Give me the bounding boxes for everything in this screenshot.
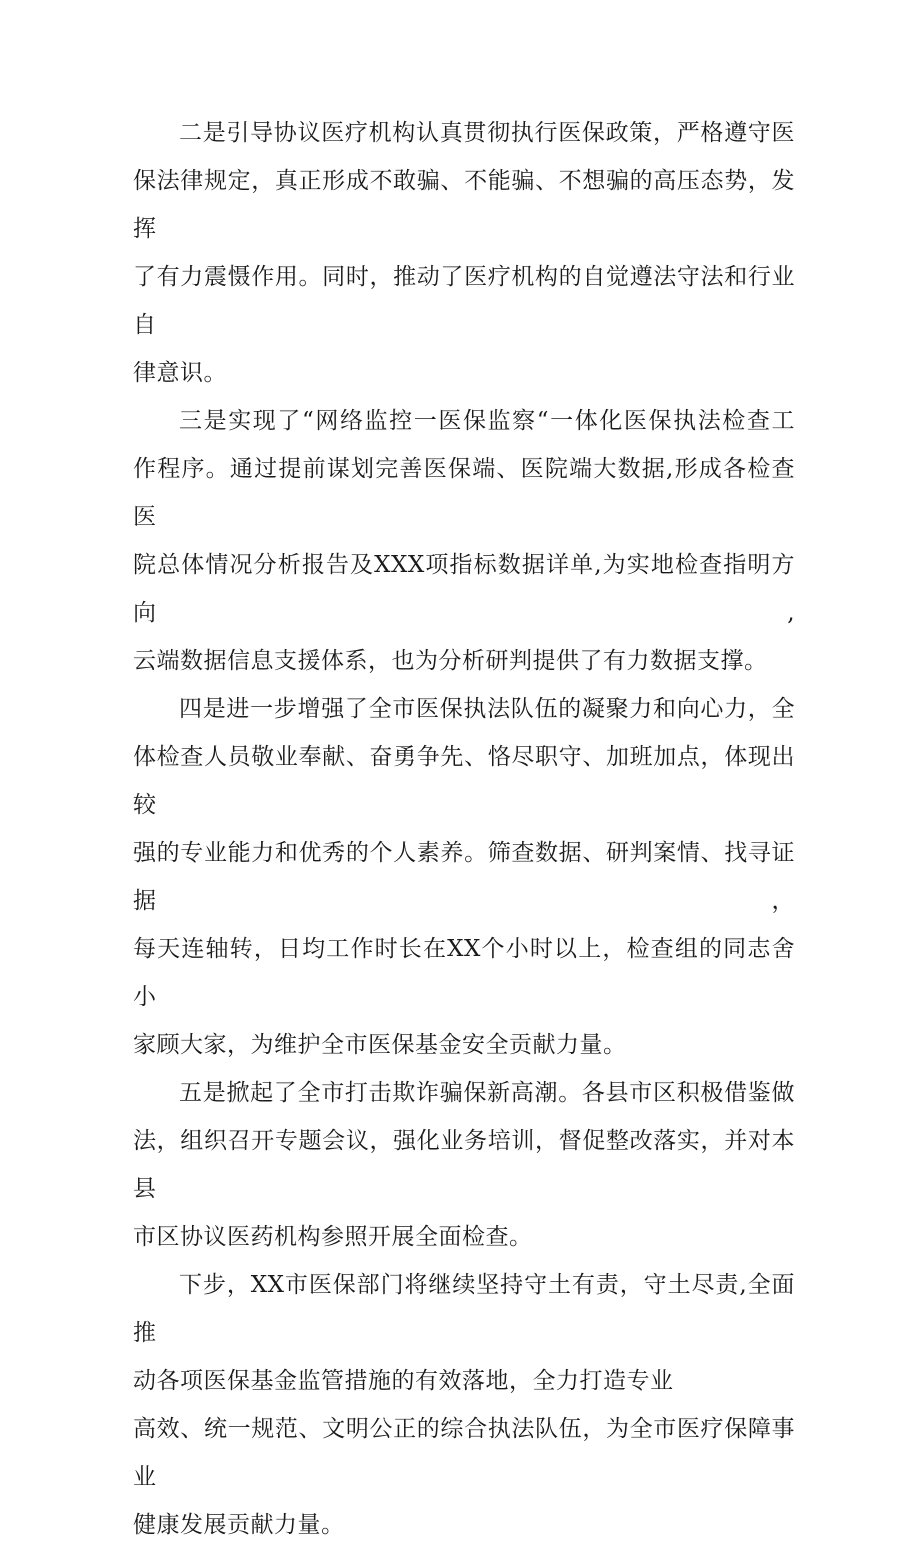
paragraph-line: 健康发展贡献力量。: [133, 1512, 345, 1538]
paragraph-line: 五是掀起了全市打击欺诈骗保新高潮。各县市区积极借鉴做: [179, 1080, 795, 1106]
paragraph-line: 三是实现了“网络监控一医保监察“一体化医保执法检查工: [179, 408, 795, 434]
paragraph-line: 下步，XX市医保部门将继续坚持守土有责，守土尽责,全面推: [133, 1272, 795, 1346]
paragraph-line: 法，组织召开专题会议，强化业务培训，督促整改落实，并对本县: [133, 1128, 795, 1202]
paragraph-5: [133, 1069, 795, 1261]
paragraph-next-steps: [133, 1261, 795, 1549]
document-body: [133, 109, 795, 1549]
paragraph-line: 了有力震慑作用。同时，推动了医疗机构的自觉遵法守法和行业自: [133, 264, 795, 338]
paragraph-3: [133, 397, 795, 685]
paragraph-line: 四是进一步增强了全市医保执法队伍的凝聚力和向心力，全: [179, 696, 795, 722]
paragraph-line: 强的专业能力和优秀的个人素养。筛查数据、研判案情、找寻证据，: [133, 840, 795, 914]
paragraph-line: 动各项医保基金监管措施的有效落地，全力打造专业: [133, 1368, 674, 1394]
paragraph-line: 作程序。通过提前谋划完善医保端、医院端大数据,形成各检查医: [133, 456, 795, 530]
paragraph-line: 保法律规定，真正形成不敢骗、不能骗、不想骗的高压态势，发挥: [133, 168, 795, 242]
paragraph-line: 市区协议医药机构参照开展全面检查。: [133, 1224, 533, 1250]
paragraph-line: 每天连轴转，日均工作时长在XX个小时以上，检查组的同志舍小: [133, 936, 795, 1010]
paragraph-line: 律意识。: [133, 360, 227, 386]
paragraph-line: 云端数据信息支援体系，也为分析研判提供了有力数据支撑。: [133, 648, 768, 674]
paragraph-line: 二是引导协议医疗机构认真贯彻执行医保政策，严格遵守医: [179, 120, 795, 146]
paragraph-line: 家顾大家，为维护全市医保基金安全贡献力量。: [133, 1032, 627, 1058]
paragraph-line: 院总体情况分析报告及XXX项指标数据详单,为实地检查指明方向,: [133, 552, 795, 626]
paragraph-4: [133, 685, 795, 1069]
paragraph-2: [133, 109, 795, 397]
paragraph-line: 体检查人员敬业奉献、奋勇争先、恪尽职守、加班加点，体现出较: [133, 744, 795, 818]
paragraph-line: 高效、统一规范、文明公正的综合执法队伍，为全市医疗保障事业: [133, 1416, 795, 1490]
